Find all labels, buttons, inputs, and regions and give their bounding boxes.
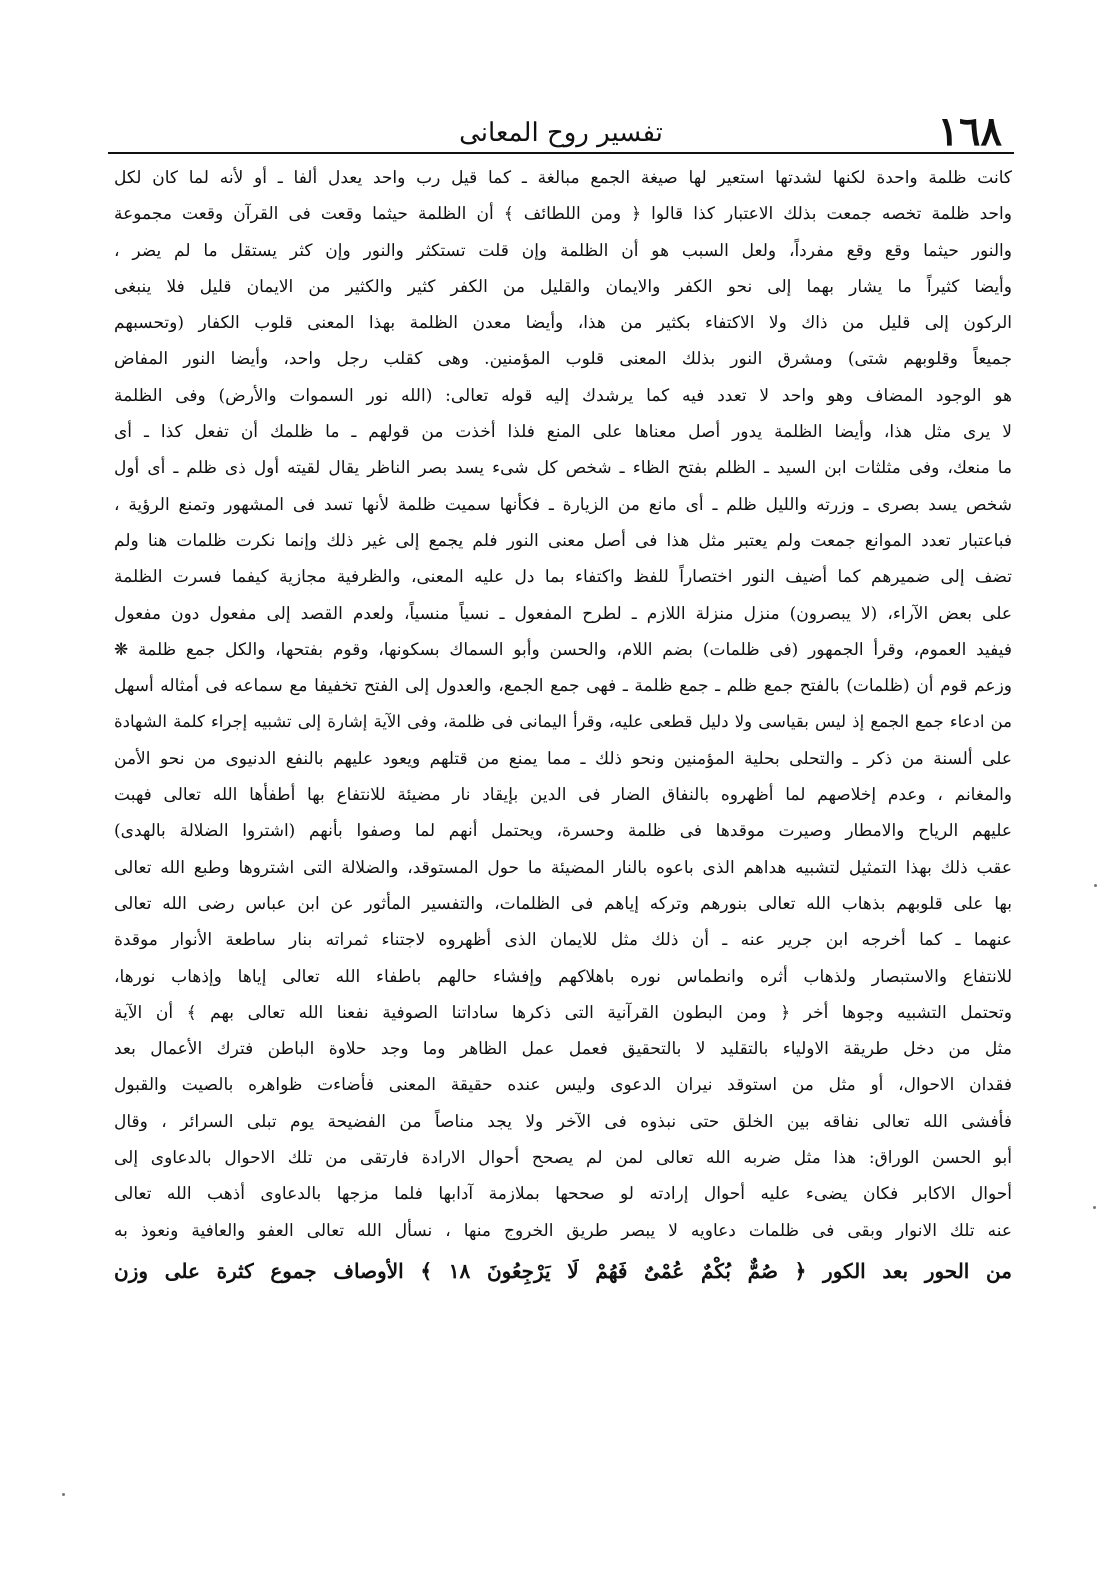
page-header (108, 108, 1014, 155)
text-line: ما منعك، وفى مثلثات ابن السيد ـ الظلم بفتح الظاء ـ شخص كل شىء يسد بصر الناظر يقال لقيته أول ذى ظلم ـ أى أول (114, 458, 1012, 479)
text-line: أبو الحسن الوراق: هذا مثل ضربه الله تعالى لمن لم يصحح أحوال الارادة فارتقى من تلك الاحوال بالدعاوى إلى (114, 1148, 1012, 1169)
text-line: عقب ذلك بهذا التمثيل لتشبيه هداهم الذى باعوه بالنار المضيئة ما حول المستوقد، والضلالة التى اشتروها وطبع الله تعالى (114, 857, 1012, 878)
text-line: الركون إلى قليل من ذاك ولا الاكتفاء بكثير من هذا، وأيضا معدن الظلمة بهذا المعنى قلوب الكفار (وتحسبهم (114, 313, 1012, 334)
running-title: تفسير روح المعانى (459, 118, 663, 148)
text-line: فقدان الاحوال، أو مثل من استوقد نيران الدعوى وليس عنده حقيقة المعنى فأضاءت ظواهره بالصيت والقبول (114, 1075, 1012, 1096)
text-line: مثل من دخل طريقة الاولياء بالتقليد لا بالتحقيق فعمل عمل الظاهر وما وجد حلاوة الباطن فترك الأعمال بعد (114, 1039, 1012, 1060)
text-line: فيفيد العموم، وقرأ الجمهور (فى ظلمات) بضم اللام، والحسن وأبو السماك بسكونها، وقوم بفتحها، والكل جمع ظلمة ❋ (114, 639, 1012, 660)
text-line: عنه تلك الانوار وبقى فى ظلمات دعاويه لا يبصر طريق الخروج منها ، نسأل الله تعالى العفو والعافية ونعوذ به (114, 1220, 1012, 1241)
scan-speck (1093, 1206, 1096, 1209)
verse-line: من الحور بعد الكور ﴿ صُمٌّ بُكْمٌ عُمْىٌ فَهُمْ لَا يَرْجِعُونَ ١٨ ﴾ الأوصاف جموع كثرة على وزن (114, 1258, 1012, 1283)
text-line: على ألسنة من ذكر ـ والتحلى بحلية المؤمنين ونحو ذلك ـ مما يمنع من قتلهم ويعود عليهم بالنفع الدنيوى من نحو الأمن (114, 748, 1012, 769)
header-rule (108, 152, 1014, 154)
text-line: كانت ظلمة واحدة لكنها لشدتها استعير لها صيغة الجمع مبالغة ـ كما قيل رب واحد يعدل ألفا ـ أو لأنه لما كان لكل (114, 168, 1012, 188)
text-line: أحوال الاكابر فكان يضىء عليه أحوال إرادته لو صححها بملازمة آدابها فلما مزجها بالدعاوى أذهب الله تعالى (114, 1184, 1012, 1205)
commentary-text (114, 160, 1012, 1293)
text-line: على بعض الآراء، (لا يبصرون) منزل منزلة اللازم ـ لطرح المفعول ـ نسياً منسياً، ولعدم القصد إلى مفعول دون مفعول (114, 603, 1012, 624)
scan-speck (1094, 884, 1097, 887)
page-number: ١٦٨ (937, 108, 1002, 155)
text-line: للانتفاع والاستبصار ولذهاب أثره وانطماس نوره باهلاكهم وإفشاء حالهم باطفاء الله تعالى إياها وإذهاب نورها، (114, 966, 1012, 987)
text-line: عنهما ـ كما أخرجه ابن جرير عنه ـ أن ذلك مثل للايمان الذى أظهروه لاجتناء ثمراته بنار ساطعة الأنوار موقدة (114, 930, 1012, 951)
text-line: والمغانم ، وعدم إخلاصهم لما أظهروه بالنفاق الضار فى الدين بإيقاد نار مضيئة للانتفاع بها أطفأها الله تعالى فهبت (114, 785, 1012, 806)
text-line: هو الوجود المضاف وهو واحد لا تعدد فيه كما يرشدك إليه قوله تعالى: (الله نور السموات والأرض) وفى الظلمة (114, 385, 1012, 406)
text-line: بها على قلوبهم بذهاب الله تعالى بنورهم وتركه إياهم فى الظلمات، والتفسير المأثور عن ابن عباس رضى الله تعالى (114, 893, 1012, 914)
text-line: فباعتبار تعدد الموانع جمعت ولم يعتبر مثل هذا فى أصل معنى النور فلم يجمع إلى غير ذلك وإنما نكرت ظلمات هنا ولم (114, 530, 1012, 551)
text-line: وزعم قوم أن (ظلمات) بالفتح جمع ظلم ـ جمع ظلمة ـ فهى جمع الجمع، والعدول إلى الفتح تخفيفا مع سماعه فى أمثاله أسهل (114, 676, 1012, 697)
text-line: فأفشى الله تعالى نفاقه بين الخلق حتى نبذوه فى الآخر ولا يجد مناصاً من الفضيحة يوم تبلى السرائر ، وقال (114, 1111, 1012, 1132)
text-line: شخص يسد بصرى ـ وزرته والليل ظلم ـ أى مانع من الزيارة ـ فكأنها سميت ظلمة لأنها تسد فى المشهور وتمنع الرؤية ، (114, 494, 1012, 515)
text-line: لا يرى مثل هذا، وأيضا الظلمة يدور أصل معناها على المنع فلذا أخذت من قولهم ـ ما ظلمك أن تفعل كذا ـ أى (114, 422, 1012, 443)
text-line: واحد ظلمة تخصه جمعت بذلك الاعتبار كذا قالوا ﴿ ومن اللطائف ﴾ أن الظلمة حيثما وقعت فى القرآن وقعت مجموعة (114, 204, 1012, 225)
text-line: عليهم الرياح والامطار وصيرت موقدها فى ظلمة وحسرة، ويحتمل أنهم لما وصفوا بأنهم (اشتروا الضلالة بالهدى) (114, 821, 1012, 842)
text-line: جميعاً وقلوبهم شتى) ومشرق النور بذلك المعنى قلوب المؤمنين. وهى كقلب رجل واحد، وأيضا النور المفاض (114, 349, 1012, 370)
text-line: وتحتمل التشبيه وجوها أخر ﴿ ومن البطون القرآنية التى ذكرها ساداتنا الصوفية نفعنا الله تعالى بهم ﴾ أن الآية (114, 1002, 1012, 1023)
text-line: وأيضا كثيراً ما يشار بهما إلى نحو الكفر والايمان والقليل من الكفر كثير والكثير من الايمان قليل فلا ينبغى (114, 276, 1012, 297)
scan-speck (62, 1493, 65, 1496)
text-line: تضف إلى ضميرهم كما أضيف النور اختصاراً للفظ واكتفاء بما دل عليه المعنى، والظرفية مجازية كيفما فسرت الظلمة (114, 567, 1012, 588)
text-line: من ادعاء جمع الجمع إذ ليس بقياسى ولا دليل قطعى عليه، وقرأ اليمانى فى ظلمة، وفى الآية إشارة إلى تشبيه إجراء كلمة الشهادة (114, 712, 1012, 732)
text-line: والنور حيثما وقع وقع مفرداً، ولعل السبب هو أن الظلمة وإن قلت تستكثر والنور وإن كثر يستقل ما لم يضر ، (114, 240, 1012, 261)
